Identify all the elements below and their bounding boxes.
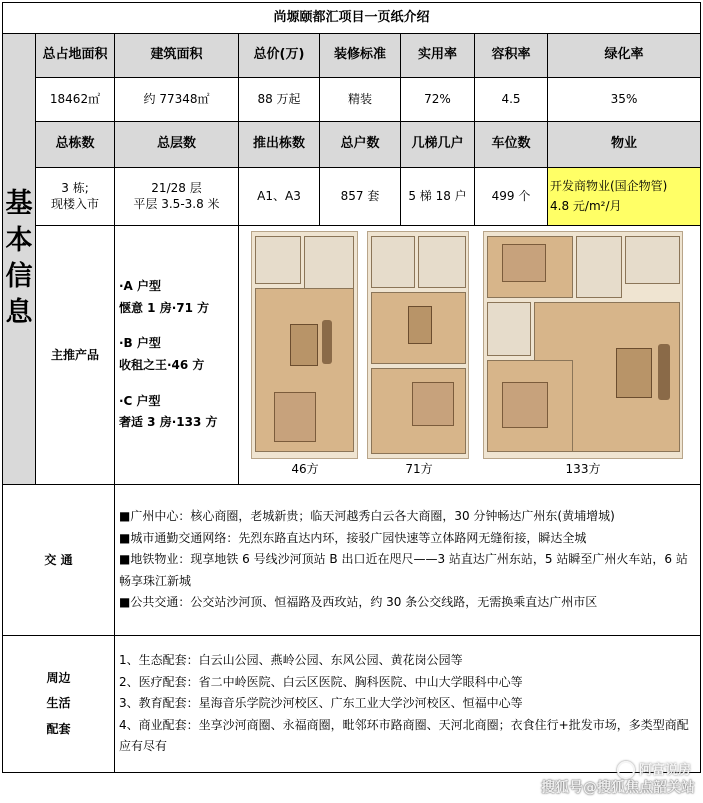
header-buildings: 总栋数 <box>36 122 115 168</box>
value-total-units: 857 套 <box>320 168 401 226</box>
value-total-land: 18462㎡ <box>36 78 115 122</box>
product-b: ·B 户型 收租之王·46 方 <box>119 336 205 372</box>
header-property: 物业 <box>548 122 701 168</box>
value-property: 开发商物业(国企物管) 4.8 元/m²/月 <box>548 168 701 226</box>
section-label-basic: 基 本 信 息 <box>3 34 36 485</box>
info-table <box>2 2 701 773</box>
header-floors: 总层数 <box>115 122 239 168</box>
label-traffic: 交 通 <box>3 485 115 636</box>
header-total-units: 总户数 <box>320 122 401 168</box>
traffic-item: ■公共交通：公交站沙河顶、恒福路及西玫站，约 30 条公交线路，无需换乘直达广州市区 <box>119 595 598 610</box>
header-total-price: 总价(万) <box>239 34 320 78</box>
floorplan-area <box>239 226 701 485</box>
header-launched-buildings: 推出栋数 <box>239 122 320 168</box>
value-decoration: 精装 <box>320 78 401 122</box>
label-surroundings: 周边 生活 配套 <box>3 636 115 773</box>
value-green-rate: 35% <box>548 78 701 122</box>
traffic-item: ■城市通勤交通网络：先烈东路直达内环，接驳广园快速等立体路网无缝衔接，瞬达全城 <box>119 530 587 545</box>
surroundings-item: 4、商业配套：坐享沙河商圈、永福商圈，毗邻环市路商圈、天河北商圈；衣食住行+批发市场，多类型商配应有尽有 <box>119 717 689 754</box>
value-launched-buildings: A1、A3 <box>239 168 320 226</box>
page-title: 尚塬颐都汇项目一页纸介绍 <box>3 3 701 34</box>
info-sheet <box>2 2 700 800</box>
header-efficiency: 实用率 <box>401 34 475 78</box>
traffic-list <box>115 485 701 636</box>
watermark-bottom: 搜狐号@搜狐焦点韶关站 <box>541 780 695 796</box>
traffic-item: ■广州中心：核心商圈，老城新贵；临天河越秀白云各大商圈，30 分钟畅达广州东(黄埔增城) <box>119 509 615 524</box>
watermark-top: 阿富说房 <box>617 759 691 780</box>
floorplan-133-image <box>483 231 683 459</box>
product-c: ·C 户型 奢适 3 房·133 方 <box>119 393 218 430</box>
traffic-item: ■地铁物业：现享地铁 6 号线沙河顶站 B 出口近在咫尺——3 站直达广州东站，5 站瞬至广州火车站，6 站畅享珠江新城 <box>119 552 688 588</box>
floorplan-133-caption: 133方 <box>565 462 601 477</box>
header-plot-ratio: 容积率 <box>475 34 548 78</box>
label-main-products: 主推产品 <box>36 226 115 485</box>
surroundings-item: 1、生态配套：白云山公园、燕岭公园、东风公园、黄花岗公园等 <box>119 653 463 668</box>
value-plot-ratio: 4.5 <box>475 78 548 122</box>
surroundings-list <box>115 636 701 773</box>
value-total-price: 88 万起 <box>239 78 320 122</box>
value-parking: 499 个 <box>475 168 548 226</box>
header-building-area: 建筑面积 <box>115 34 239 78</box>
floorplan-46-image <box>251 231 358 459</box>
floorplan-71-image <box>367 231 469 459</box>
value-floors: 21/28 层 平层 3.5-3.8 米 <box>115 168 239 226</box>
value-buildings: 3 栋; 现楼入市 <box>36 168 115 226</box>
header-green-rate: 绿化率 <box>548 34 701 78</box>
value-efficiency: 72% <box>401 78 475 122</box>
header-decoration: 装修标准 <box>320 34 401 78</box>
value-elevators: 5 梯 18 户 <box>401 168 475 226</box>
value-building-area: 约 77348㎡ <box>115 78 239 122</box>
product-a: ·A 户型 惬意 1 房·71 方 <box>119 279 210 315</box>
header-elevators: 几梯几户 <box>401 122 475 168</box>
product-list <box>115 226 239 485</box>
surroundings-item: 3、教育配套：星海音乐学院沙河校区、广东工业大学沙河校区、恒福中心等 <box>119 696 523 711</box>
header-parking: 车位数 <box>475 122 548 168</box>
floorplan-46-caption: 46方 <box>291 462 319 477</box>
surroundings-item: 2、医疗配套：省二中岭医院、白云区医院、胸科医院、中山大学眼科中心等 <box>119 674 523 689</box>
header-total-land: 总占地面积 <box>36 34 115 78</box>
floorplan-71-caption: 71方 <box>405 462 433 477</box>
